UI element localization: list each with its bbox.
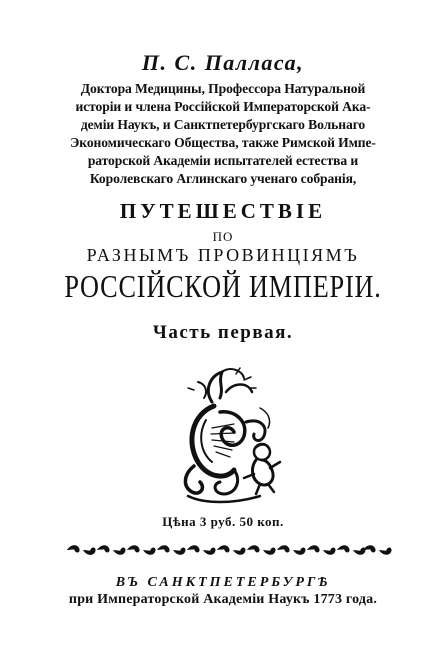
- book-title-empire: РОССІЙСКОЙ ИМПЕРІИ.: [64, 268, 382, 304]
- volume-part: Часть первая.: [152, 322, 294, 343]
- imprint-place: ВЪ САНКТПЕТЕРБУРГѢ: [115, 575, 331, 590]
- author-description-line: деміи Наукъ, и Санктпетербургскаго Вольнаго: [80, 117, 366, 132]
- imprint-publisher: при Императорской Академіи Наукъ 1773 года.: [68, 592, 378, 607]
- ornamental-rule-icon: [62, 543, 392, 557]
- author-description-line: Доктора Медицины, Профессора Натуральной: [80, 81, 366, 96]
- rococo-cherub-ornament-icon: [164, 362, 288, 510]
- book-title-preposition: ПО: [212, 229, 234, 244]
- author-description-line: Экономическаго Общества, также Римской Импе-: [70, 135, 376, 150]
- author-description-line: раторской Академіи испытателей естества и: [87, 153, 359, 168]
- book-title-main: ПУТЕШЕСТВІЕ: [119, 199, 327, 223]
- price: Цѣна 3 руб. 50 коп.: [162, 514, 284, 529]
- book-title-provinces: РАЗНЫМЪ ПРОВИНЦІЯМЪ: [86, 245, 360, 265]
- author-name: П. С. Палласа,: [141, 50, 305, 75]
- author-description-line: исторіи и члена Россійской Императорской Ака-: [75, 99, 371, 114]
- author-description-line: Королевскаго Аглинскаго ученаго собранія,: [89, 171, 357, 186]
